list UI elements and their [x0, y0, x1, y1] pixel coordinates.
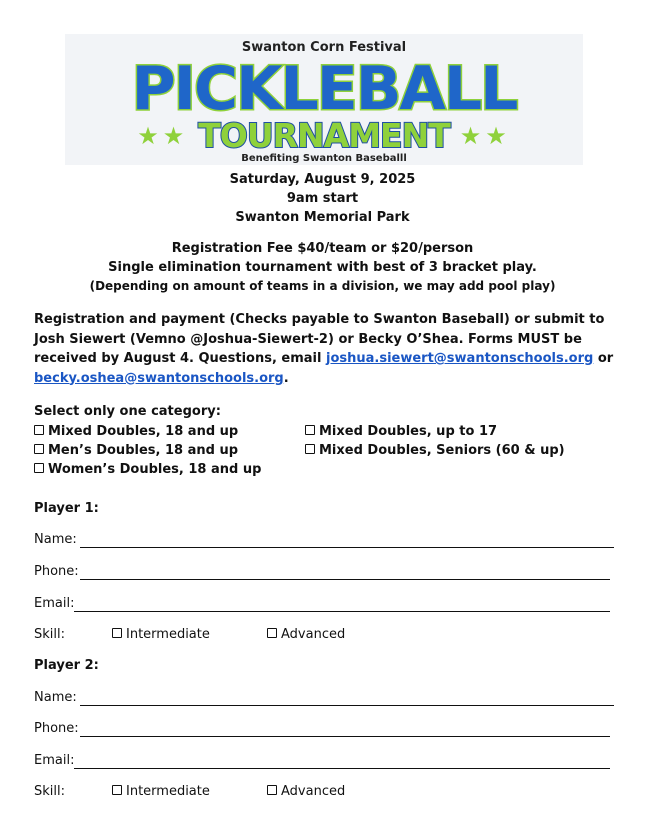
player2-name-label: Name:: [34, 690, 77, 705]
banner-benefit: Benefiting Swanton Baseballl: [241, 153, 407, 164]
category-label: Mixed Doubles, Seniors (60 & up): [319, 443, 565, 458]
banner-subtitle: TOURNAMENT: [198, 116, 450, 155]
checkbox-icon[interactable]: [267, 785, 277, 795]
category-option[interactable]: [34, 424, 238, 439]
event-date: Saturday, August 9, 2025: [229, 172, 416, 187]
player1-phone-field[interactable]: [80, 579, 610, 580]
player2-name-field[interactable]: [80, 705, 614, 706]
category-option[interactable]: [305, 424, 497, 439]
category-label: Men’s Doubles, 18 and up: [48, 443, 239, 458]
skill-option-label: Intermediate: [126, 784, 210, 799]
player1-heading: Player 1:: [34, 501, 99, 516]
player2-email-label: Email:: [34, 753, 75, 768]
email-link-becky[interactable]: becky.oshea@swantonschools.org: [34, 370, 284, 386]
format-line: Single elimination tournament with best of 3 bracket play.: [108, 260, 537, 275]
category-heading: Select only one category:: [34, 404, 221, 419]
player1-phone-label: Phone:: [34, 564, 79, 579]
category-option[interactable]: [34, 462, 261, 477]
player2-skill-advanced[interactable]: [267, 784, 345, 799]
category-label: Mixed Doubles, 18 and up: [48, 424, 239, 439]
registration-instructions: [34, 310, 614, 388]
category-label: Women’s Doubles, 18 and up: [48, 462, 262, 477]
pool-play-note: (Depending on amount of teams in a division, we may add pool play): [89, 279, 556, 293]
checkbox-icon[interactable]: [112, 785, 122, 795]
star-icon: ★★: [459, 122, 511, 150]
email-link-joshua[interactable]: joshua.siewert@swantonschools.org: [326, 351, 594, 366]
player2-email-field[interactable]: [74, 768, 610, 769]
player2-phone-field[interactable]: [80, 736, 610, 737]
star-icon: ★★: [137, 122, 189, 150]
category-option[interactable]: [305, 443, 565, 458]
banner-festival-name: Swanton Corn Festival: [241, 40, 407, 55]
player2-skill-label: Skill:: [34, 784, 65, 799]
player1-name-field[interactable]: [80, 547, 614, 548]
player2-phone-label: Phone:: [34, 721, 79, 736]
player1-skill-advanced[interactable]: [267, 627, 345, 642]
fee-line: Registration Fee $40/team or $20/person: [171, 241, 474, 256]
registration-text: Registration and payment (Checks payable to Swanton Baseball) or submit to Josh Siewert (Vemno @Joshua-Siewert-2) or Becky O’Shea. Forms MUST be received by August 4. Questions, email: [34, 312, 605, 366]
checkbox-icon[interactable]: [34, 444, 44, 454]
skill-option-label: Intermediate: [126, 627, 210, 642]
banner-subtitle-row: [65, 118, 583, 154]
player2-heading: Player 2:: [34, 658, 99, 673]
player2-skill-intermediate[interactable]: [112, 784, 210, 799]
player1-skill-intermediate[interactable]: [112, 627, 210, 642]
event-location: Swanton Memorial Park: [235, 210, 410, 225]
tournament-banner: [65, 34, 583, 165]
checkbox-icon[interactable]: [112, 628, 122, 638]
checkbox-icon[interactable]: [34, 463, 44, 473]
checkbox-icon[interactable]: [34, 425, 44, 435]
checkbox-icon[interactable]: [305, 444, 315, 454]
checkbox-icon[interactable]: [267, 628, 277, 638]
registration-text-or: or: [593, 351, 614, 366]
player1-email-field[interactable]: [74, 611, 610, 612]
player1-name-label: Name:: [34, 532, 77, 547]
player1-email-label: Email:: [34, 596, 75, 611]
skill-option-label: Advanced: [281, 784, 346, 799]
skill-option-label: Advanced: [281, 627, 346, 642]
checkbox-icon[interactable]: [305, 425, 315, 435]
category-option[interactable]: [34, 443, 238, 458]
category-label: Mixed Doubles, up to 17: [319, 424, 498, 439]
registration-text-end: .: [283, 370, 289, 386]
event-start: 9am start: [286, 191, 359, 206]
banner-title: PICKLEBALL: [131, 54, 517, 124]
player1-skill-label: Skill:: [34, 627, 65, 642]
